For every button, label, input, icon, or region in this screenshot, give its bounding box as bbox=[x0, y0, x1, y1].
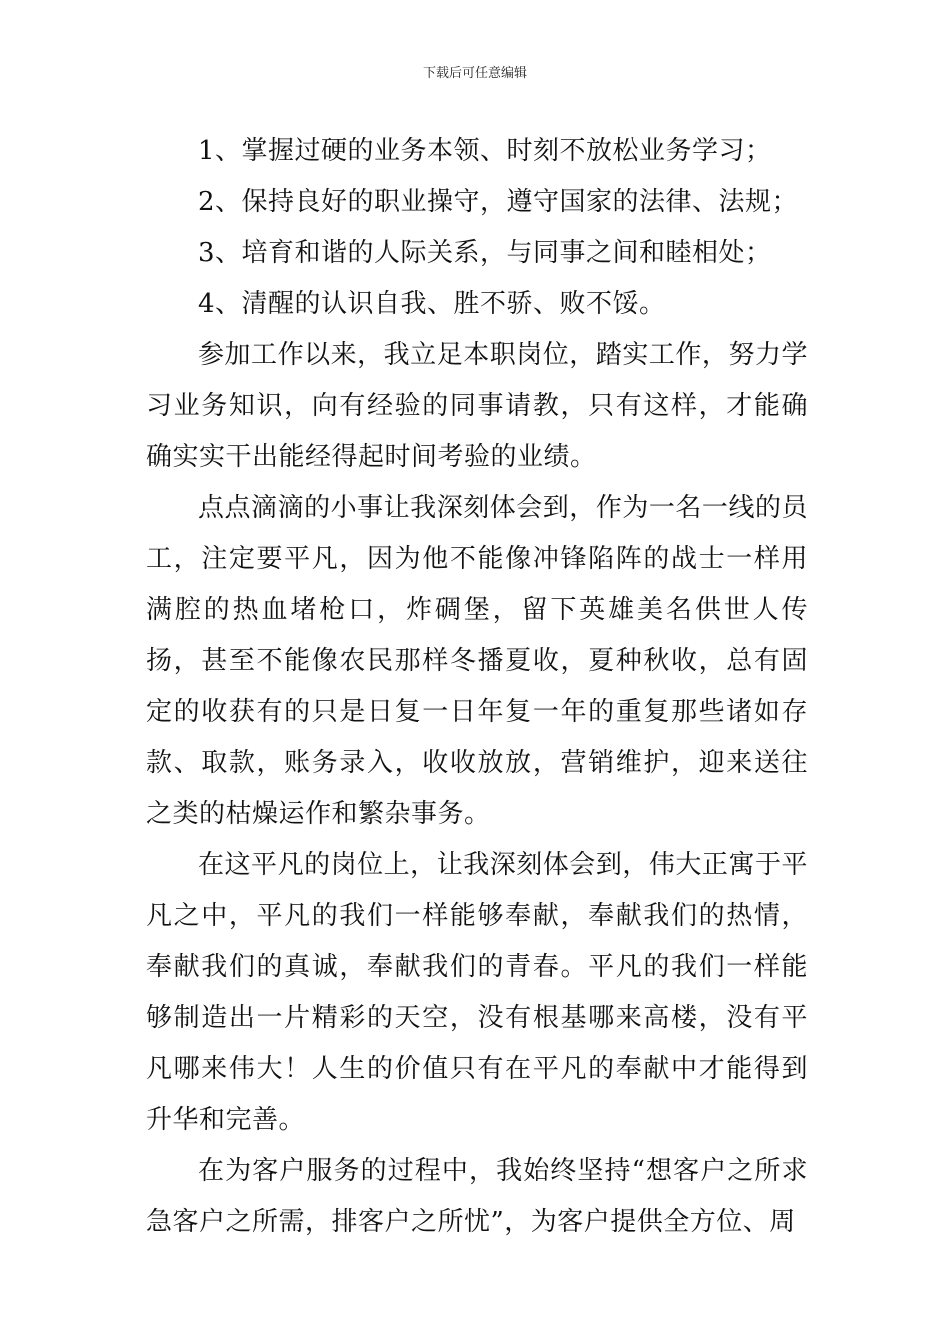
list-item-2: 2、保持良好的职业操守，遵守国家的法律、法规； bbox=[198, 187, 799, 217]
document-body bbox=[146, 126, 808, 1248]
paragraph-ordinary-work: 点点滴滴的小事让我深刻体会到，作为一名一线的员工，注定要平凡，因为他不能像冲锋陷阵的战士一样用满腔的热血堵枪口，炸碉堡，留下英雄美名供世人传扬，甚至不能像农民那样冬播夏收，夏种秋收，总有固定的收获有的只是日复一日年复一年的重复那些诸如存款、取款，账务录入，收收放放，营销维护，迎来送往之类的枯燥运作和繁杂事务。 bbox=[146, 493, 808, 829]
paragraph-work-experience: 参加工作以来，我立足本职岗位，踏实工作，努力学习业务知识，向有经验的同事请教，只有这样，才能确确实实干出能经得起时间考验的业绩。 bbox=[146, 340, 808, 472]
list-item-1: 1、掌握过硬的业务本领、时刻不放松业务学习； bbox=[198, 136, 772, 166]
list-item-3: 3、培育和谐的人际关系，与同事之间和睦相处； bbox=[198, 238, 772, 268]
paragraph-customer-service: 在为客户服务的过程中，我始终坚持“想客户之所求急客户之所需，排客户之所忧”，为客户提供全方位、周 bbox=[146, 1156, 808, 1237]
list-item-4: 4、清醒的认识自我、胜不骄、败不馁。 bbox=[198, 289, 666, 319]
paragraph-ordinary-greatness: 在这平凡的岗位上，让我深刻体会到，伟大正寓于平凡之中，平凡的我们一样能够奉献，奉献我们的热情，奉献我们的真诚，奉献我们的青春。平凡的我们一样能够制造出一片精彩的天空，没有根基哪来高楼，没有平凡哪来伟大！人生的价值只有在平凡的奉献中才能得到升华和完善。 bbox=[146, 850, 808, 1135]
page-header-note: 下载后可任意编辑 bbox=[422, 66, 527, 81]
